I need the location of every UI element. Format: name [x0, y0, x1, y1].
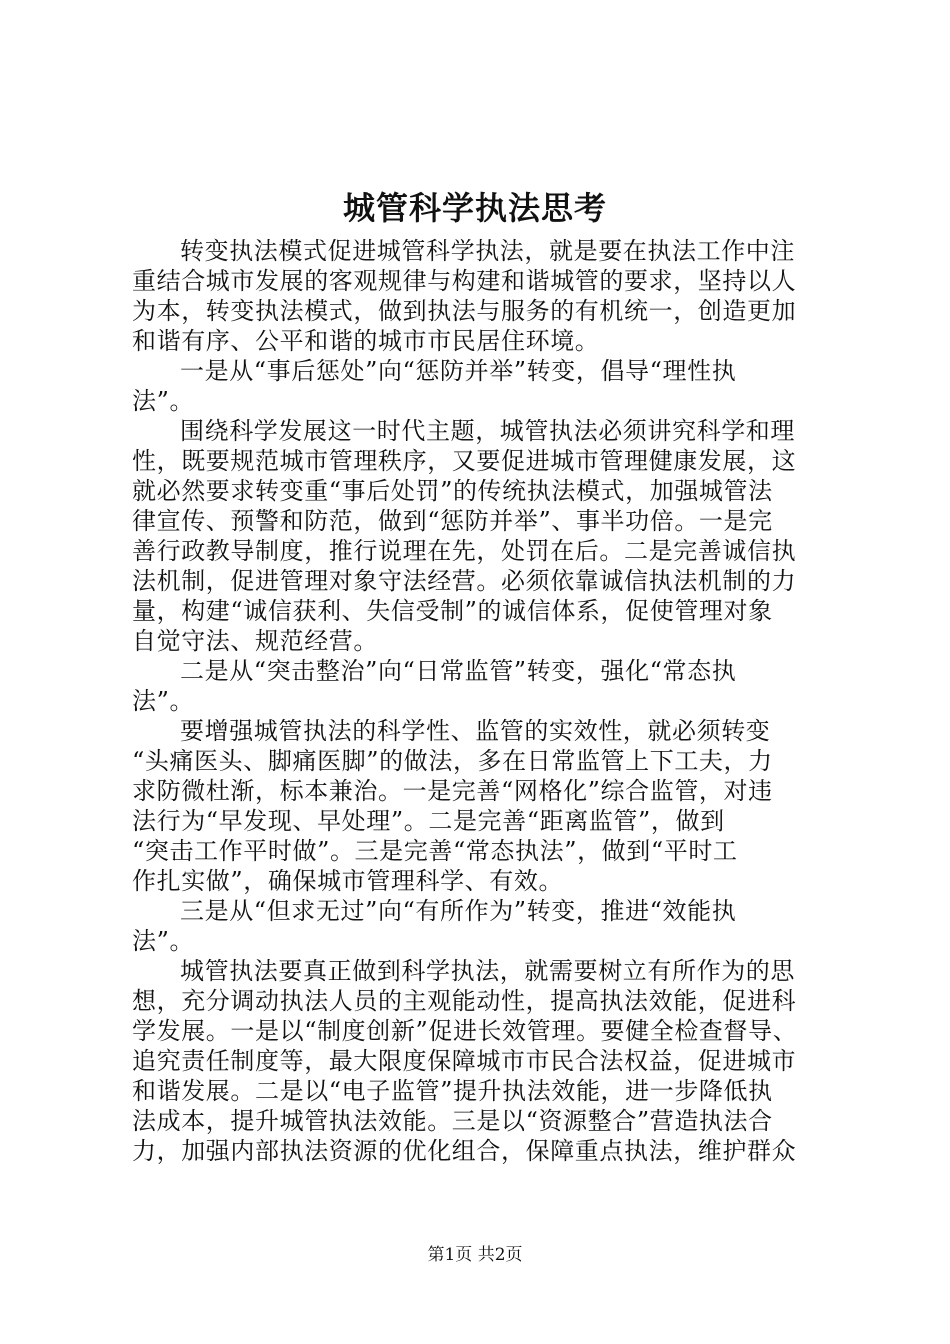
body-line: 就必然要求转变重“事后处罚”的传统执法模式，加强城管法 — [132, 477, 773, 505]
body-line: “头痛医头、脚痛医脚”的做法，多在日常监管上下工夫，力 — [132, 747, 773, 775]
body-line: 学发展。一是以“制度创新”促进长效管理。要健全检查督导、 — [132, 1017, 798, 1045]
body-line: 作扎实做”，确保城市管理科学、有效。 — [132, 867, 564, 895]
document-title: 城管科学执法思考 — [342, 189, 607, 227]
body-line: 重结合城市发展的客观规律与构建和谐城管的要求，坚持以人 — [132, 267, 797, 295]
body-line: 城管执法要真正做到科学执法，就需要树立有所作为的思 — [180, 957, 795, 985]
page-footer: 第1页 共2页 — [427, 1245, 523, 1265]
body-line: 和谐有序、公平和谐的城市市民居住环境。 — [132, 327, 600, 355]
body-line: 力，加强内部执法资源的优化组合，保障重点执法，维护群众 — [132, 1137, 797, 1165]
body-line: 围绕科学发展这一时代主题，城管执法必须讲究科学和理 — [180, 417, 795, 445]
section-heading-line: 三是从“但求无过”向“有所作为”转变，推进“效能执 — [180, 897, 737, 925]
body-line: 法行为“早发现、早处理”。二是完善“距离监管”，做到 — [132, 807, 725, 835]
body-line: 想，充分调动执法人员的主观能动性，提高执法效能，促进科 — [132, 987, 797, 1015]
body-line: 律宣传、预警和防范，做到“惩防并举”、事半功倍。一是完 — [132, 507, 773, 535]
body-line: 追究责任制度等，最大限度保障城市市民合法权益，促进城市 — [132, 1047, 797, 1075]
section-heading-line: 法”。 — [132, 687, 195, 715]
body-line: 求防微杜渐，标本兼治。一是完善“网格化”综合监管，对违 — [132, 777, 773, 805]
body-line: 善行政教导制度，推行说理在先，处罚在后。二是完善诚信执 — [132, 537, 797, 565]
body-line: 和谐发展。二是以“电子监管”提升执法效能，进一步降低执 — [132, 1077, 773, 1105]
section-heading-line: 一是从“事后惩处”向“惩防并举”转变，倡导“理性执 — [180, 357, 737, 385]
section-heading-line: 二是从“突击整治”向“日常监管”转变，强化“常态执 — [180, 657, 737, 685]
body-line: 转变执法模式促进城管科学执法，就是要在执法工作中注 — [180, 237, 795, 265]
body-line: “突击工作平时做”。三是完善“常态执法”，做到“平时工 — [132, 837, 738, 865]
document-body — [132, 236, 832, 1166]
section-heading-line: 法”。 — [132, 927, 195, 955]
body-line: 为本，转变执法模式，做到执法与服务的有机统一，创造更加 — [132, 297, 797, 325]
body-line: 量，构建“诚信获利、失信受制”的诚信体系，促使管理对象 — [132, 597, 773, 625]
section-heading-line: 法”。 — [132, 387, 195, 415]
body-line: 法机制，促进管理对象守法经营。必须依靠诚信执法机制的力 — [132, 567, 797, 595]
body-line: 要增强城管执法的科学性、监管的实效性，就必须转变 — [180, 717, 771, 745]
body-line: 性，既要规范城市管理秩序，又要促进城市管理健康发展，这 — [132, 447, 797, 475]
body-line: 法成本，提升城管执法效能。三是以“资源整合”营造执法合 — [132, 1107, 773, 1135]
body-line: 自觉守法、规范经营。 — [132, 627, 378, 655]
